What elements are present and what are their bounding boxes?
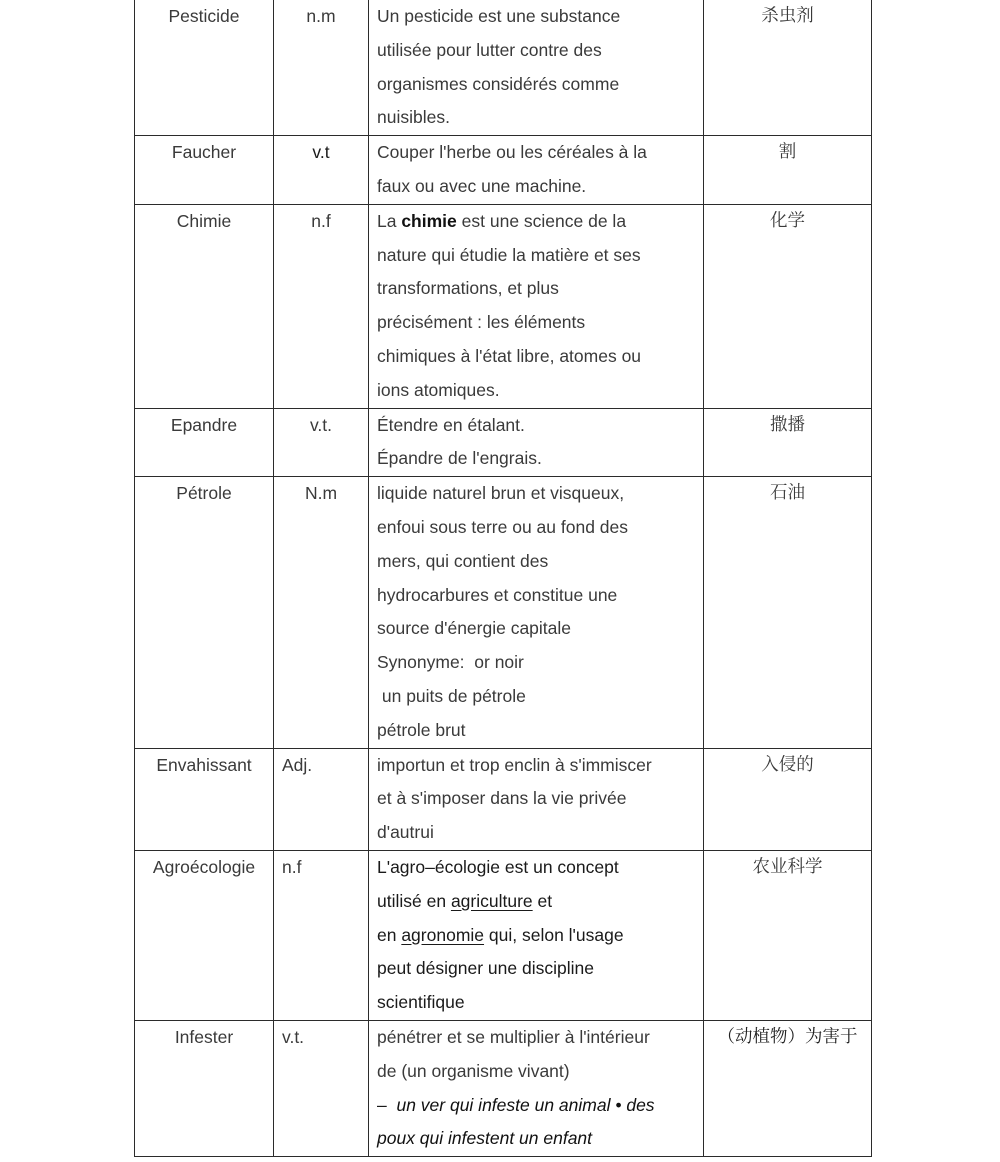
term-cell xyxy=(135,748,274,850)
part-of-speech: N.m xyxy=(304,483,338,504)
term: Faucher xyxy=(171,142,237,163)
table-row xyxy=(135,1020,872,1156)
example-dash: – xyxy=(377,1094,397,1115)
table-row xyxy=(135,204,872,408)
chinese-translation: 化学 xyxy=(770,210,805,231)
definition-line xyxy=(377,1089,697,1123)
part-of-speech-cell xyxy=(274,0,369,136)
definition-cell xyxy=(369,204,704,408)
definition-line: d'autrui xyxy=(377,822,434,843)
definition-cell xyxy=(369,1020,704,1156)
definition-line: enfoui sous terre ou au fond des xyxy=(377,516,629,537)
definition-line: mers, qui contient des xyxy=(377,550,549,571)
chinese-translation-cell xyxy=(704,748,872,850)
definition-line: Épandre de l'engrais. xyxy=(377,448,542,469)
definition-line: de (un organisme vivant) xyxy=(377,1060,570,1081)
definition-line xyxy=(377,919,697,953)
part-of-speech: v.t xyxy=(312,142,330,163)
part-of-speech-cell xyxy=(274,136,369,205)
part-of-speech-cell xyxy=(274,408,369,477)
definition-cell xyxy=(369,748,704,850)
part-of-speech: n.f xyxy=(311,210,331,231)
definition-line: organismes considérés comme xyxy=(377,73,620,94)
definition-text: est une science de la xyxy=(456,210,627,231)
term-cell xyxy=(135,0,274,136)
chinese-translation-cell xyxy=(704,850,872,1020)
definition-line xyxy=(377,1122,697,1156)
definition-line: scientifique xyxy=(377,992,465,1013)
chinese-translation: 入侵的 xyxy=(761,754,814,775)
definition-text: en xyxy=(377,924,402,945)
term: Envahissant xyxy=(156,754,252,775)
definition-line: utilisée pour lutter contre des xyxy=(377,39,602,60)
definition-cell xyxy=(369,0,704,136)
part-of-speech: n.f xyxy=(282,856,302,877)
definition-cell xyxy=(369,477,704,748)
definition-text: qui, selon l'usage xyxy=(484,924,624,945)
table-row xyxy=(135,408,872,477)
definition-cell xyxy=(369,850,704,1020)
definition-line: liquide naturel brun et visqueux, xyxy=(377,483,625,504)
definition-line: un puits de pétrole xyxy=(377,685,526,706)
table-row xyxy=(135,0,872,136)
chinese-translation-cell xyxy=(704,136,872,205)
definition-line: ions atomiques. xyxy=(377,379,500,400)
chinese-translation-cell xyxy=(704,0,872,136)
definition-text: et xyxy=(532,890,553,911)
definition-line: Couper l'herbe ou les céréales à la xyxy=(377,142,647,163)
part-of-speech-cell xyxy=(274,850,369,1020)
chinese-translation: 杀虫剂 xyxy=(761,6,814,26)
term-cell xyxy=(135,136,274,205)
agronomie-link[interactable]: agronomie xyxy=(401,924,485,945)
term-cell xyxy=(135,1020,274,1156)
chinese-translation: （动植物）为害于 xyxy=(717,1026,858,1047)
part-of-speech-cell xyxy=(274,204,369,408)
part-of-speech-cell xyxy=(274,477,369,748)
definition-line: pétrole brut xyxy=(377,719,466,740)
definition-cell xyxy=(369,408,704,477)
definition-line: L'agro–écologie est un concept xyxy=(377,856,619,877)
term: Agroécologie xyxy=(152,856,256,877)
definition-line: précisément : les éléments xyxy=(377,312,586,333)
table-row xyxy=(135,136,872,205)
definition-line: peut désigner une discipline xyxy=(377,958,594,979)
definition-line: faux ou avec une machine. xyxy=(377,175,587,196)
agriculture-link[interactable]: agriculture xyxy=(450,890,533,911)
definition-line: chimiques à l'état libre, atomes ou xyxy=(377,345,642,366)
chinese-translation: 石油 xyxy=(770,483,805,504)
definition-line: Étendre en étalant. xyxy=(377,414,525,435)
chinese-translation: 割 xyxy=(778,142,797,163)
definition-line: Synonyme: or noir xyxy=(377,652,524,673)
definition-line: importun et trop enclin à s'immiscer xyxy=(377,754,652,775)
vocabulary-table xyxy=(134,0,872,1157)
part-of-speech: n.m xyxy=(306,6,336,26)
definition-text: La xyxy=(377,210,402,231)
term-cell xyxy=(135,477,274,748)
definition-cell xyxy=(369,136,704,205)
example-text: un ver qui infeste un animal • des xyxy=(396,1094,655,1115)
term-cell xyxy=(135,850,274,1020)
part-of-speech: v.t. xyxy=(309,414,333,435)
definition-line: nature qui étudie la matière et ses xyxy=(377,244,641,265)
part-of-speech-cell xyxy=(274,748,369,850)
definition-line: hydrocarbures et constitue une xyxy=(377,584,618,605)
chinese-translation-cell xyxy=(704,477,872,748)
table-row xyxy=(135,850,872,1020)
definition-line: pénétrer et se multiplier à l'intérieur xyxy=(377,1026,650,1047)
term-cell xyxy=(135,408,274,477)
term: Epandre xyxy=(170,414,238,435)
definition-line xyxy=(377,885,697,919)
part-of-speech: Adj. xyxy=(282,754,313,775)
chinese-translation-cell xyxy=(704,204,872,408)
chinese-translation: 撒播 xyxy=(770,414,805,435)
term: Infester xyxy=(174,1026,234,1047)
definition-line: source d'énergie capitale xyxy=(377,618,572,639)
term-cell xyxy=(135,204,274,408)
chinese-translation-cell xyxy=(704,408,872,477)
definition-line: et à s'imposer dans la vie privée xyxy=(377,788,627,809)
part-of-speech: v.t. xyxy=(282,1026,305,1047)
chinese-translation: 农业科学 xyxy=(752,856,823,877)
definition-line: Un pesticide est une substance xyxy=(377,6,621,26)
definition-text: utilisé en xyxy=(377,890,451,911)
definition-line: nuisibles. xyxy=(377,107,450,128)
term: Pétrole xyxy=(176,483,232,504)
term: Chimie xyxy=(176,210,232,231)
table-row xyxy=(135,748,872,850)
table-row xyxy=(135,477,872,748)
definition-line: transformations, et plus xyxy=(377,278,559,299)
part-of-speech-cell xyxy=(274,1020,369,1156)
term: Pesticide xyxy=(168,6,240,26)
chinese-translation-cell xyxy=(704,1020,872,1156)
bold-term: chimie xyxy=(401,210,457,231)
definition-line xyxy=(377,205,697,239)
example-text: poux qui infestent un enfant xyxy=(377,1128,593,1149)
